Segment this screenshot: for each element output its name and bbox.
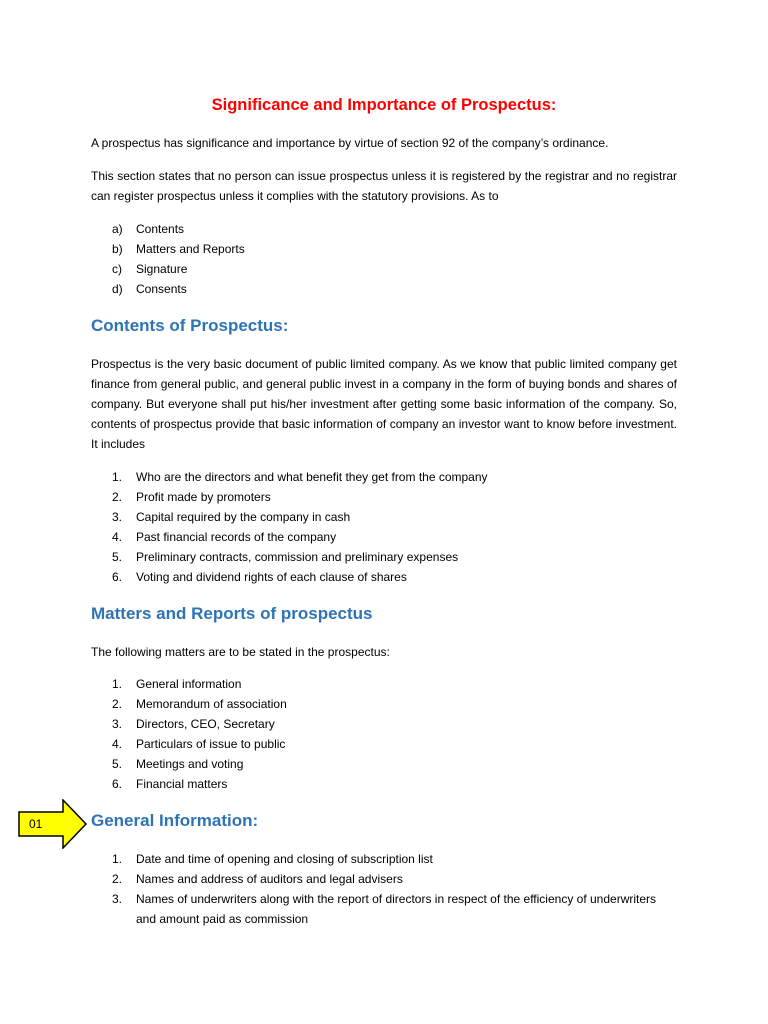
- matters-heading: Matters and Reports of prospectus: [91, 604, 373, 623]
- list-item: d) Consents: [112, 282, 187, 296]
- list-item: 3. Directors, CEO, Secretary: [112, 717, 275, 731]
- page-title: Significance and Importance of Prospectus:: [211, 96, 557, 114]
- list-item: 6. Voting and dividend rights of each clause of shares: [112, 570, 407, 584]
- list-item: 5. Meetings and voting: [112, 757, 244, 771]
- contents-paragraph: Prospectus is the very basic document of public limited company. As we know that public limited company get finance from general public, and general public invest in a company in the form of buying bonds and shares of company. But everyone shall put his/her investment after getting some basic information of the company. So, contents of prospectus provide that basic information of company an investor want to know before investment. It includes: [91, 357, 677, 451]
- matters-list: [112, 674, 666, 794]
- list-item: 3. Names of underwriters along with the report of directors in respect of the efficiency of underwriters and amount paid as commission: [112, 892, 657, 926]
- matters-paragraph: The following matters are to be stated in the prospectus:: [91, 645, 390, 659]
- list-item: 2. Names and address of auditors and legal advisers: [112, 872, 403, 886]
- list-item: 3. Capital required by the company in cash: [112, 510, 351, 524]
- list-item: 2. Profit made by promoters: [112, 490, 271, 504]
- callout-label: 01: [29, 817, 43, 831]
- list-item: 1. Who are the directors and what benefit they get from the company: [112, 470, 488, 484]
- list-item: 5. Preliminary contracts, commission and preliminary expenses: [112, 550, 459, 564]
- list-item: c) Signature: [112, 262, 188, 276]
- list-item: 1. General information: [112, 677, 242, 691]
- callout-arrow: [18, 799, 88, 849]
- intro-list: [112, 219, 666, 299]
- list-item: a) Contents: [112, 222, 185, 236]
- list-item: 4. Past financial records of the company: [112, 530, 337, 544]
- list-item: 2. Memorandum of association: [112, 697, 287, 711]
- general-list: [112, 849, 666, 929]
- intro-paragraph-1: A prospectus has significance and importance by virtue of section 92 of the company’s ordinance.: [91, 136, 609, 150]
- contents-list: [112, 467, 666, 587]
- contents-heading: Contents of Prospectus:: [91, 316, 289, 335]
- list-item: b) Matters and Reports: [112, 242, 245, 256]
- list-item: 6. Financial matters: [112, 777, 228, 791]
- general-heading: General Information:: [91, 811, 259, 830]
- list-item: 4. Particulars of issue to public: [112, 737, 286, 751]
- list-item: 1. Date and time of opening and closing of subscription list: [112, 852, 433, 866]
- intro-paragraph-2: This section states that no person can issue prospectus unless it is registered by the registrar and no registrar can register prospectus unless it complies with the statutory provisions. As to: [91, 169, 677, 203]
